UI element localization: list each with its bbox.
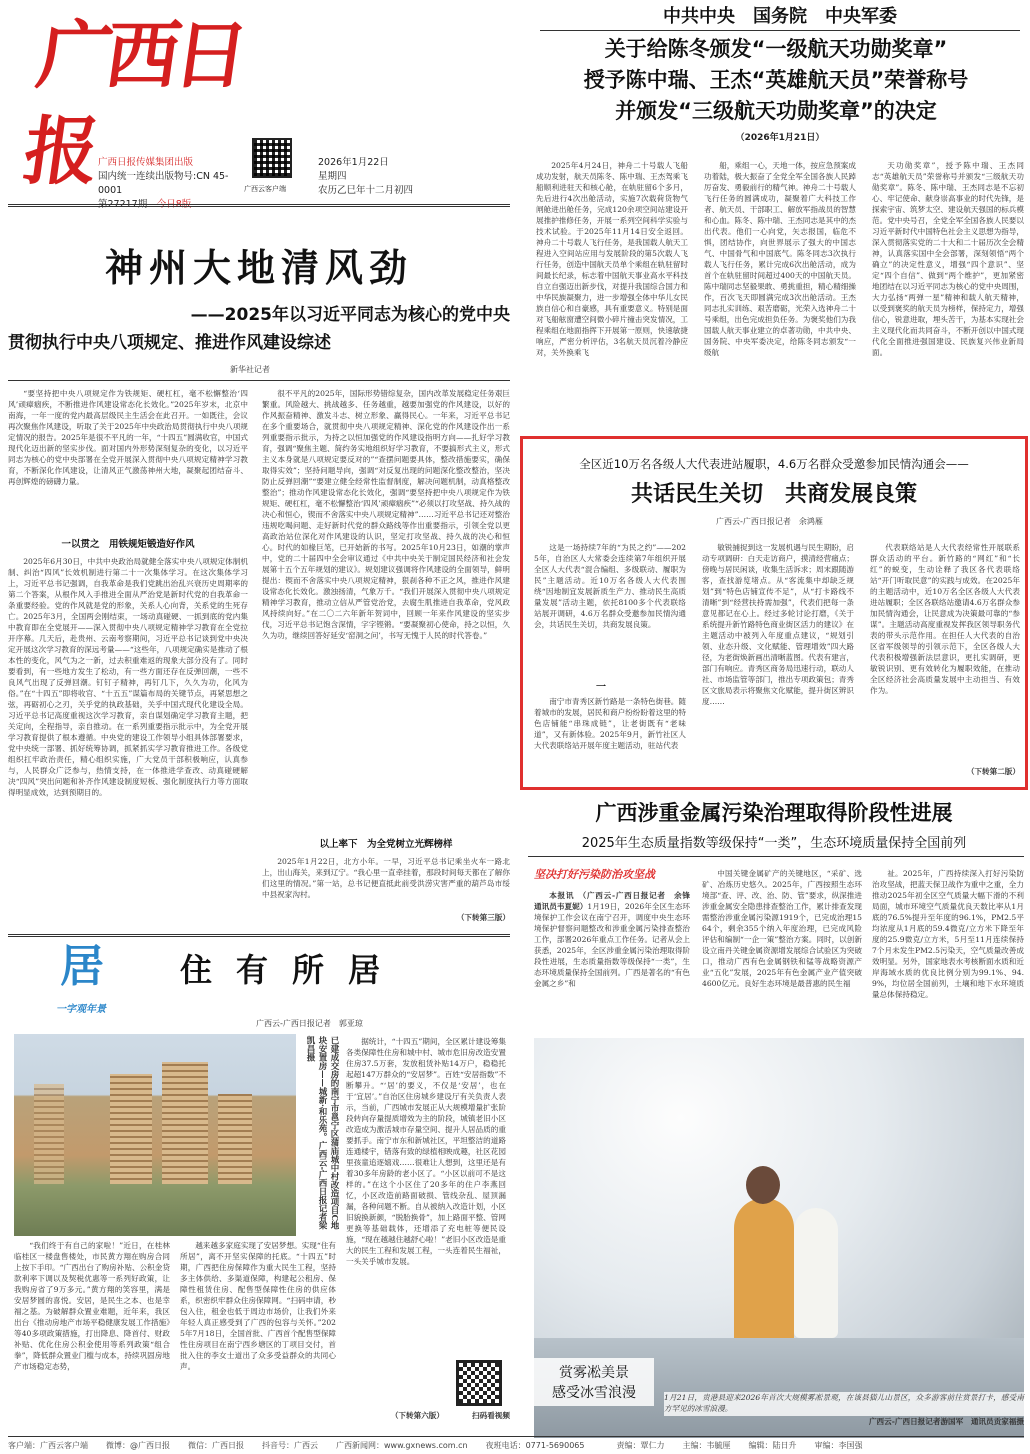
housing-continue[interactable]: （下转第六版）: [390, 1411, 444, 1420]
metal-tag: 坚决打好污染防治攻坚战: [534, 868, 655, 881]
lunar-date: 农历乙巳年十二月初四: [318, 185, 414, 196]
building-shape: [34, 1084, 64, 1184]
building-shape: [162, 1062, 208, 1184]
lead-col1b-text: 2025年6月30日，中共中央政治局就健全落实中央八项规定体制机制、纠治“四风”长效机制进行第二十一次集体学习。在这次集体学习上，习近平总书记强调，自我革命是我们党跳出治乱兴衰历史周期率的第二个答案，从根作风入手推进全面从严治党是新时代党的自我革命一条重要经验。党的作风就是党的形象，关系人心向背，关系党的生死存亡。2025年3月，全国两会刚结束，一场动真碰硬、一抓到底的党内集中教育即在全党展开——深入贯彻中央八项规定精神学习教育在全党拉开序幕。几天后，赴贵州、云南考察期间，习近平总书记谈到党中央决定开展这次学习教育的深远考量——“这些年，八项规定确实是推动了根本性的变化，风气为之一新，过去积重难返的现象大部分没有了。同时要看到，有一些地方发生了松动，有一些方面还存在反弹回潮，一些不良风气出现了反弹回潮。钉钉子精神，再钉几下，久久为功，化风为俗。”在“十四五”即将收官、“十五五”谋篇布局的关键节点，再紧思想之弦，再砺初心之刃，关乎党的执政基础，关乎中国式现代化建设全局。习近平总书记高度重视这次学习教育，亲自谋划确定学习教育主题，把关定向，全程指导，亲自推动。在一系列重要指示批示中，为全党开展学习教育提供了根本遵循。中央党的建设工作领导小组具体部署要求，党中央统一部署、抓好统筹协调，抓紧抓实学习教育推进工作。各级党组织扛牢政治责任，精心组织实施，广大党员干部积极响应，认真参与，人民群众广泛参与，热情支持，在一体推进学查改、动真碰硬解决“四风”突出问题和补齐作风建设制度短板、强化制度执行力等方面取得明显成效，达到预期目的。: [8, 557, 248, 797]
snow-title1: 赏雾凇美景: [559, 1365, 629, 1381]
redbox-continue[interactable]: （下转第二版）: [966, 767, 1020, 776]
housing-col3: [346, 1036, 506, 1356]
decision-title: [528, 34, 1024, 127]
housing-col1: [14, 1240, 170, 1426]
redbox-title: 共话民生关切 共商发展良策: [630, 482, 917, 507]
housing-col3-text: 据统计，“十四五”期间，全区累计建设筹集各类保障性住房和城中村、城市危旧房改造安置住房37.5万套，发放租赁补贴14万户，稳稳托起超147万群众的“安居梦”。百姓“安居指数”不断攀升。“‘居’的要义，不仅是‘安居’，也在于‘宜居’。”自治区住房城乡建设厅有关负责人表示，当前，广西城市发展正从大规模增量扩张阶段转向存量提质增效为主的阶段，城镇老旧小区改造成为激活城市存量空间、提升人居品质的重要抓手。南宁市东和新城社区，平坦整洁的道路连通楼宇，错落有致的绿植相映成趣，社区花园里孩童追逐嬉戏……很难让人想到，这里还是有着30多年房龄的老小区了。“小区以前可不是这样的。”在这个小区住了20多年的住户李燕回忆，小区改造前路面破损、管线杂乱、屋顶漏漏，各种问题不断。自从被纳入改造计划，小区旧貌换新颜，“脱胎换骨”，加上路面平整、管网更换等基础载体，还增添了充电桩等便民设施，“现在越越住越舒心啦！”老旧小区改造是重大的民生工程和发展工程，一头连着民生福祉，一头关乎城市发展。: [346, 1037, 506, 1266]
metal-col1: [534, 890, 698, 1030]
redbox-col1b-text: 南宁市青秀区新竹路是一条特色街巷。随着城市的发展，居民和商户纷纷盼着这里的特色店铺能“串珠成链”，让老街既有“老味道”，又有新体验。2025年9月，新竹社区人大代表联络站开展年度主题活动，驻站代表: [534, 697, 686, 750]
redbox-col1b: [534, 696, 686, 782]
metal-subtitle: 2025年生态质量指数等级保持“一类”，生态环境质量保持全国前列: [581, 836, 967, 851]
redbox-kicker: 全区近10万名各级人大代表进站履职，4.6万名群众受邀参加民情沟通会——: [579, 457, 969, 471]
housing-photo: [14, 1034, 296, 1236]
metal-col2-text: 中国关键金属矿产的关键地区，“采矿、选矿、冶炼历史悠久。2025年，广西按照生态环境部“查、评、改、治、防、管”要求，纵深推进涉重金属安全隐患排查整治工作，累计排查发现需整治涉重金属污染源1919个，已完成治理1564个，剩余355个纳入年度治理，已完成风险评估和编制“一企一策”整治方案。同时，以创新设立南丹关键金属资源增发展综合试验区为突破口，推动广西有色金属钢铁和锰等战略资源产业“五化”发展，2025年有色金属产业产值突破4600亿元。良好生态环境是最普惠的民生福: [702, 869, 862, 988]
redbox-col3-text: 代表联络站是人大代表经常性开展联系群众活动的平台。新竹路的“网红”和“长红”的蜕变，生动诠释了我区各代表联络站“开门听取民意”的实践与成效。在2025年的主题活动中，近10万名全区各级人大代表进站履职；全区各联络站邀请4.6万名群众参加民情沟通会，让民意成为决策最可靠的“参谋”。主题活动高度重视发挥我区领导职务代表的带头示范作用。在担任人大代表的自治区省军级领导的引领示范下，全区各级人大代表积极增强新法层意识，更扎实调研，更敏锐识别、更有效转化为履职效能，在推动全区经济社会高质量发展中主动担当、有效作为。: [870, 543, 1020, 695]
metal-lead: 本报讯 （广西云-广西日报记者 余锋 通讯员韦夏妮）: [534, 891, 698, 911]
lead-byline: 新华社记者: [230, 365, 270, 374]
person-shape: [734, 1198, 794, 1348]
lead-col2b: [262, 856, 510, 912]
person-shape: [794, 1208, 838, 1338]
redbox-col2: [702, 542, 854, 782]
lead-col1b: [8, 556, 248, 924]
snow-credit: 广西云-广西日报记者游国军 通讯员贡家福摄: [868, 1417, 1024, 1426]
footer: [8, 1440, 1024, 1451]
metal-col3-text: 祉。2025年，广西持续深入打好污染防治攻坚战，把蓝天保卫战作为重中之重，全力推动2025年初全区空气质量大幅下滑的不利局面，城市环境空气质量优良天数比率从1月底的76.5%提升至年度的96.1%，PM2.5平均浓度从1月底的59.4微克/立方米下降至年度的25.9微克/立方米，5月至11月连续保持7个月未发生PM2.5污染天，空气质量改善成效明显。另外，国家地表水考核断面水质和近岸海域水质的优良比例分别为99.1%、94.9%，均位居全国前列，土壤和地下水环境质量总体保持稳定。: [872, 869, 1024, 999]
metal-col3: [872, 868, 1024, 1032]
weekday: 星期四: [318, 171, 347, 182]
lead-title: 神州大地清风劲: [104, 246, 413, 290]
footer-editor1: 责编：覃仁力: [616, 1441, 665, 1450]
housing-column-tag: 一字观年景: [56, 1004, 106, 1015]
decision-col3-text: 天功勋奖章”，授予陈中瑞、王杰同志“英雄航天员”荣誉称号并颁发“三级航天功勋奖章”。陈冬、陈中瑞、王杰同志是不忘初心、牢记使命、献身崇高事业的时代先锋，是探索宇宙、筑梦太空、建设航天强国的标兵模范。党中央号召，全党全军全国各族人民要以习近平新时代中国特色社会主义思想为指导，深入贯彻落实党的二十大和二十届历次全会精神，认真落实国中全会部署，深刻领悟“两个确立”的决定性意义，增强“四个意识”、坚定“四个自信”、做到“两个维护”，更加紧密地团结在以习近平同志为核心的党中央周围，大力弘扬“两弹一星”精神和载人航天精神，以受到褒奖的航天员为榜样，保持定力，增强信心，锐意进取，埋头苦干，为基本实现社会主义现代化而共同奋斗，不断开创以中国式现代化全面推进强国建设、民族复兴伟业新局面。: [872, 161, 1024, 357]
footer-website-link[interactable]: 广西新闻网：www.gxnews.com.cn: [336, 1441, 468, 1450]
masthead-logo: 广西日报: [18, 13, 249, 195]
metal-title: 广西涉重金属污染治理取得阶段性进展: [595, 801, 953, 825]
qr-label: 广西云客户端: [244, 185, 286, 193]
lead-rule: [8, 380, 510, 381]
decision-date: （2026年1月21日）: [735, 133, 825, 143]
footer-editor4: 审编：李国强: [814, 1441, 863, 1450]
redbox-col1-text: 这是一场持续7年的“为民之约”——2025年，自治区人大常委会连续第7年组织开展全区人大代表“混合编组、多级联动、履职为民”主题活动。近10万名各级人大代表围绕“因地制宜发展新质生产力、推动民生高质量发展”活动主题，依托8100多个代表联络站展开调研，4.6万名群众受邀参加民情沟通会，共话民生关切，共商发展良策。: [534, 543, 686, 629]
redbox-byline: 广西云-广西日报记者 余鸿雁: [716, 517, 823, 526]
person-head-shape: [746, 1166, 780, 1204]
video-qr-icon[interactable]: [456, 1360, 502, 1406]
lead-section1: 一以贯之 用铁规矩锻造好作风: [61, 539, 195, 550]
date-block: [318, 156, 438, 198]
lead-section2: 以上率下 为全党树立光辉榜样: [319, 839, 453, 850]
lead-subtitle2: 贯彻执行中央八项规定、推进作风建设综述: [8, 333, 331, 353]
snow-title2: 感受冰雪浪漫: [552, 1385, 636, 1401]
lead-col2-text: 很不平凡的2025年，国际形势错综复杂，国内改革发展稳定任务艰巨繁重。风险越大、挑战越多、任务越重，越要加强党的作风建设，以好的作风振奋精神、激发斗志、树立形象、赢得民心。一年来，习近平总书记在多个重要场合，就贯彻中央八项规定精神、深化党的作风建设作出一系列重要指示批示，为持之以恒加强党的作风建设指明方向——扎好学习教育，强调“聚焦主题、简约务实地组织好学习教育，不要搞形式主义，形式主义本身就是八项规定要反对的”“查摆问题要具体，整改措施要实，确保取得实效”；坚持问题导向，强调“对反复出现的问题深化整改整治，坚决防止反弹回潮”“要建立健全经常性监督制度，解决问题机制，动真格整改整治”；推动作风建设常态化长效化，强调“要坚持把中央八项规定作为铁规矩、硬杠杠，毫不松懈整治‘四风’顽瘴痼疾”“必须以打攻坚战、持久战的决心和恒心，锲而不舍落实中央八项规定精神”……习近平总书记还对整治违规吃喝问题、走好新时代党的群众路线等作出重要指示，引领全党以更高政治站位深化对作风建设的认识，坚定打攻坚战、持久战的决心和恒心。时代的如椽巨笔，已开始新的书写。2025年10月23日，如潮的掌声中，党的二十届四中全会审议通过《中共中央关于制定国民经济和社会发展第十五个五年规划的建议》。规划建议强调将作风建设的全面领导，鲜明提出：锲而不舍落实中央八项规定精神，狠刹各种不正之风，推进作风建设常态化长效化。激浊扬清，气象万千。“我们开展深入贯彻中央八项规定精神学习教育，推动立信从严管党治党，去腐生肌推进自我革命，党风政风持续向好。”在二〇二六年新年贺词中，回顾一年来作风建设的坚实步伐，习近平总书记饱含深情，字字铿锵。“要凝聚初心使命，持之以恒，久久为功，继续回答好延安‘窑洞之问’，书写无愧于人民的时代答卷。”: [262, 389, 510, 640]
lead-col2: [262, 388, 510, 828]
metal-col2: [702, 868, 862, 1032]
housing-col2: [180, 1240, 336, 1426]
snow-caption: 1月21日，贵港县迎来2026年首次大规模雾凇景观，在该县猫儿山景区，众多游客前往赏景打卡，感受南方罕见的冰雪浪漫。: [664, 1392, 1024, 1416]
housing-col2-text: 越来越多家庭实现了安居梦想。实现“住有所居”，离不开坚实保障的托底。“十四五”时期，广西把住房保障作为重大民生工程，坚持多主体供给、多渠道保障，构建起公租房、保障性租赁住房、配售型保障性住房的供应体系，织密织牢群众住房保障网。“扫码申请，秒包入住，租金也低于周边市场价，让我们外来年轻人真正感受到了广西的包容与关怀。”2025年7月18日，全国首批、广西首个配售型保障性住房项目在南宁西乡塘区的丁项目交付，首批入住的李女士道出了众多受益群众的共同心声。: [180, 1241, 337, 1371]
decision-issuer: 中共中央 国务院 中央军委: [663, 6, 897, 27]
building-shape: [110, 1074, 152, 1184]
masthead-divider: [8, 204, 510, 207]
lead-subtitle1: ——2025年以习近平同志为核心的党中央: [190, 305, 510, 325]
page-count: 今日8版: [156, 199, 192, 210]
decision-col1: [536, 160, 688, 430]
lead-col2b-text: 2025年1月22日，北方小年。一早，习近平总书记乘坐火车一路北上，出山海关，来到辽宁。“我心里一直牵挂着，那段时间每天都在了解你们这里的情况。”第一站，总书记便直抵此前受洪涝灾害严重的葫芦岛市绥中县祝家沟村。: [262, 857, 510, 899]
redbox-col1: [534, 542, 686, 678]
redbox-col3: [870, 542, 1020, 764]
lead-col1: [8, 388, 248, 528]
decision-col1-text: 2025年4月24日，神舟二十号载人飞船成功发射，航天员陈冬、陈中瑞、王杰驾乘飞船顺利进驻天和核心舱，在轨驻留6个多月，先后进行4次出舱活动，实施7次载荷货物气闸舱进出舱任务，完成120余项空间站建设开展推护推修任务，开展一系列空间科学实验与技术试验。于2025年11月14日安全返回。神舟二十号载人飞行任务，是我国载人航天工程进入空间站应用与发展阶段的第5次载人飞行任务，创造中国航天员单个乘组在轨驻留时间最长纪录，标志着中国航天事业高水平科技自立自强迈出新步伐，对提升我国综合国力和中华民族凝聚力，进一步增强全体中华儿女民族自信心和自豪感，具有重要意义。特别是面对飞船舷窗遭空间微小碎片撞击突发情况，工程乘组在地面指挥下开展第一原则，快速敏捷响应，严密分析评估，3名航天员沉着冷静应对，关外换乘飞: [536, 161, 688, 357]
footer-app: 客户端：广西云客户端: [8, 1441, 88, 1450]
metal-col1-text: 1月19日，2026年全区生态环境保护工作会议在南宁召开，调度中央生态环境保护督察问题整改和涉重金属污染排查整治工作，部署2026年重点工作任务。记者从会上获悉，2025年，全区涉重金属污染治理取得阶段性进展，生态质量指数等级保持“一类”，生态环境质量保持全国前列。广西是著名的“有色金属之乡”和: [534, 902, 691, 988]
footer-phone: 夜班电话：0771-5690065: [485, 1441, 585, 1450]
decision-col2: [704, 160, 856, 430]
footer-editor2: 主编：韦毓厘: [682, 1441, 731, 1450]
issue-number: 第27217期: [98, 199, 148, 210]
metal-rule: [528, 856, 1024, 857]
redbox-col2-text: 敏锐捕捉到这一发展机遇与民生期盼，启动专项调研：白天走访商户，摸清经营痛点；傍晚与居民闲谈，收集生活诉求；周末跟随游客，查找游览堵点。从“客流集中却缺乏规划”到“特色店铺宣传不足”，从“打卡路线不清晰”到“经营扶持需加强”，代表们把每一条意见都记在心上。经过多轮讨论打磨，《关于系统提升新竹路特色商业街区活力的建议》在主题活动中被列入年度重点建议，“规划引领、业态升级、文化赋能、管理增效”四大路径，为老街焕新画出清晰蓝图。代表有建言，部门有响应。青秀区商务局迅速行动，联动人社、市场监管等部门，推出专项政策包；青秀区文旅局表示将聚焦文化赋能，提升街区辨识度……: [702, 543, 854, 706]
housing-divider: [8, 934, 510, 937]
decision-col3: [872, 160, 1024, 430]
date: 2026年1月22日: [318, 157, 389, 168]
decision-col2-text: 船，乘组一心，天地一体，按应急预案成功着陆，极大振奋了全党全军全国各族人民踔厉奋发、勇毅前行的精气神。神舟二十号载人飞行任务的圆满成功，凝聚着广大科技工作者、航天员、干部职工、解放军指战员的智慧和心血。陈冬、陈中瑞、王杰同志是其中的杰出代表。他们一心向党，矢志报国，临危不惧，团结协作，向世界展示了强大的中国志气、中国骨气和中国底气。陈冬同志3次执行载人飞行任务，累计完成6次出舱活动，成为首个在轨驻留时间超过400天的中国航天员。陈中瑞同志坚毅果敢、勇挑重担，精心精细操作，百次飞天即圆满完成3次出舱活动。王杰同志扎实训练、艰苦磨砺，光荣入选神舟二十号乘组，出色完成担负任务。为褒奖他们为我国载人航天事业建立的卓著功勋，中共中央、国务院、中央军委决定，给陈冬同志颁发“一级航: [704, 161, 856, 357]
footer-editor3: 编辑：陆日升: [748, 1441, 797, 1450]
footer-douyin: 抖音号：广西云: [262, 1441, 318, 1450]
housing-byline: 广西云-广西日报记者 郭亚琼: [256, 1019, 363, 1028]
building-shape: [218, 1094, 252, 1184]
footer-rule: [8, 1436, 1024, 1437]
housing-col1-text: “我们终于有自己的家啦！”近日，在桂林临桂区一楼盘售楼处，市民黄方翔在购房合同上按下手印。“广西出台了购房补贴、公积金贷款利率下调以及契税优惠等一系列好政策，让我购房省了9万多元。”黄方翔的笑容里，满是安居梦圆的喜悦。安居，是民生之本、也是幸福之基。为破解群众置业难题，近年来，我区出台《推动房地产市场平稳健康发展工作措施》等40多项政策措施，打出降息、降首付、财政补贴、优化住房公积金使用等系列政策“组合拳”，降低群众置业门槛与成本，持续巩固房地产市场稳定态势，: [14, 1241, 170, 1371]
footer-wechat: 微信：广西日报: [188, 1441, 244, 1450]
lead-col1-text: “要坚持把中央八项规定作为铁规矩、硬杠杠，毫不松懈整治‘四风’顽瘴痼疾，不断推进作风建设常态化长效化。”2025年岁末，北京中南海，一年一度的党内最高层级民主生活会在此召开。一如既往，会议再次聚焦作风建设，听取了关于2025年中央政治局贯彻执行中央八项规定情况的报告。2025年是很不平凡的一年，“十四五”圆满收官，中国式现代化迈出新的坚实步伐。面对国内外形势深刻复杂的变化，以习近平同志为核心的党中央部署在全党开展深入贯彻中央八项规定精神学习教育，不断深化作风建设，让清风正气激荡神州大地，凝聚起团结奋斗、再创辉煌的磅礴力量。: [8, 389, 248, 486]
housing-title: 住有所居: [180, 951, 405, 989]
housing-qr-label: 扫码看视频: [472, 1411, 510, 1420]
publisher: 广西日报传媒集团出版: [98, 157, 194, 168]
decision-rule: [540, 30, 1020, 31]
snow-caption-title: [534, 1358, 654, 1406]
decision-title-line2: 授予陈中瑞、王杰“英雄航天员”荣誉称号: [583, 68, 969, 92]
footer-weibo: 微博：@广西日报: [106, 1441, 170, 1450]
decision-title-line3: 并颁发“三级航天功勋奖章”的决定: [615, 99, 937, 123]
qr-code-icon[interactable]: [252, 138, 292, 178]
housing-char-icon: 居: [60, 941, 104, 992]
housing-caption: 已建成交房的南宁市邕宁区蒲庙城中村改造项目C地块安置房——城新·和乐苑。广西云-广西日报记者梁凯昌摄: [305, 1036, 339, 1230]
lead-continue[interactable]: （下转第三版）: [456, 913, 510, 922]
decision-title-line1: 关于给陈冬颁发“一级航天功勋奖章”: [604, 37, 948, 61]
redbox-sep: 一: [596, 682, 606, 693]
cn-number: 国内统一连续出版物号:CN 45-0001: [98, 171, 229, 196]
